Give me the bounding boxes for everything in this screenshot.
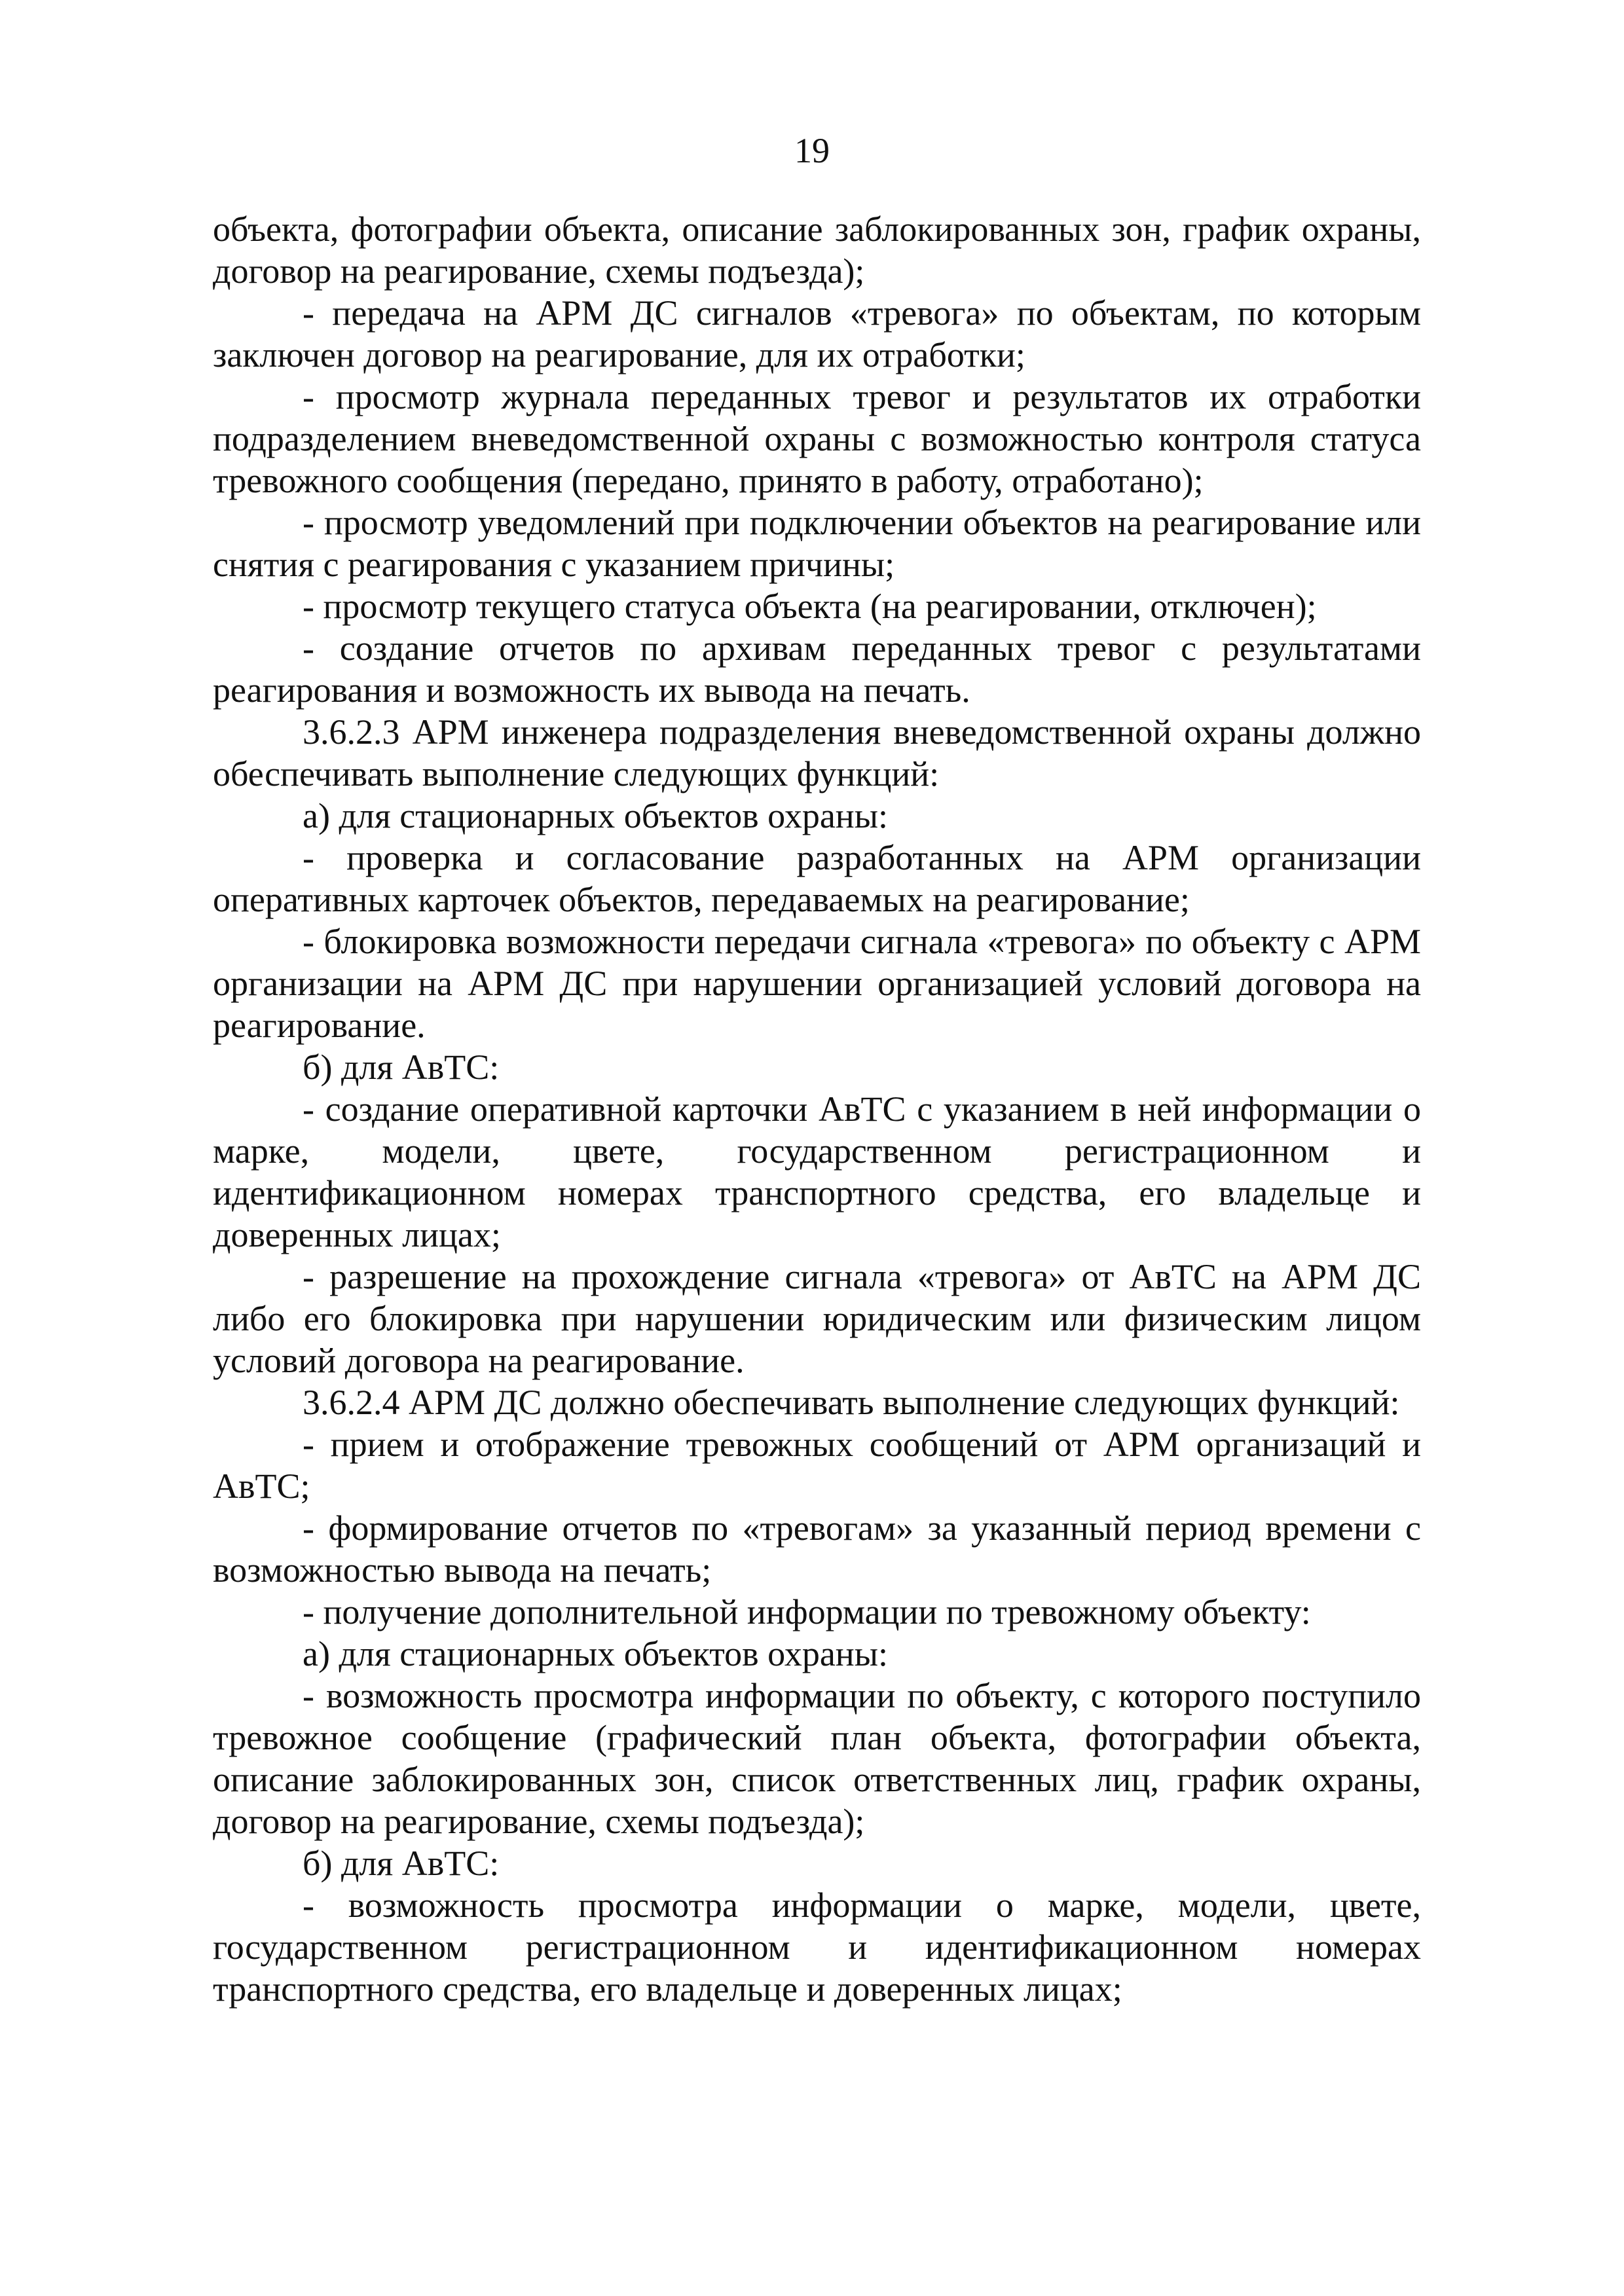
list-item: - передача на АРМ ДС сигналов «тревога» по объектам, по которым заключен договор на реагирование, для их отработки;: [213, 293, 1421, 374]
page-number: 19: [794, 131, 830, 170]
list-item: - проверка и согласование разработанных на АРМ организации оперативных карточек объектов, передаваемых на реагирование;: [213, 838, 1421, 919]
list-item: - создание оперативной карточки АвТС с указанием в ней информации о марке, модели, цвете, государственном регистрационном и идентификационном номерах транспортного средства, его владельце и доверенных лицах;: [213, 1089, 1421, 1254]
subsection-heading: а) для стационарных объектов охраны:: [303, 1634, 888, 1673]
subsection-heading: б) для АвТС:: [303, 1048, 500, 1087]
list-item: - прием и отображение тревожных сообщений от АРМ организаций и АвТС;: [213, 1425, 1421, 1506]
list-item: - возможность просмотра информации по объекту, с которого поступило тревожное сообщение (графический план объекта, фотографии объекта, описание заблокированных зон, список ответственных лиц, график охраны, договор на реагирование, схемы подъезда);: [213, 1676, 1421, 1841]
section-paragraph: 3.6.2.4 АРМ ДС должно обеспечивать выполнение следующих функций:: [303, 1383, 1400, 1422]
list-item: - формирование отчетов по «тревогам» за указанный период времени с возможностью вывода на печать;: [213, 1508, 1421, 1590]
subsection-heading: б) для АвТС:: [303, 1844, 500, 1883]
list-item: - получение дополнительной информации по тревожному объекту:: [303, 1592, 1311, 1631]
list-item: - просмотр журнала переданных тревог и результатов их отработки подразделением вневедомственной охраны с возможностью контроля статуса тревожного сообщения (передано, принято в работу, отработано);: [213, 377, 1421, 500]
list-item: - разрешение на прохождение сигнала «тревога» от АвТС на АРМ ДС либо его блокировка при нарушении юридическим или физическим лицом условий договора на реагирование.: [213, 1257, 1421, 1380]
list-item: - просмотр уведомлений при подключении объектов на реагирование или снятия с реагирования с указанием причины;: [213, 503, 1421, 584]
subsection-heading: а) для стационарных объектов охраны:: [303, 796, 888, 835]
document-body: [213, 208, 1421, 2010]
section-paragraph: 3.6.2.3 АРМ инженера подразделения вневедомственной охраны должно обеспечивать выполнение следующих функций:: [213, 712, 1421, 793]
paragraph: объекта, фотографии объекта, описание заблокированных зон, график охраны, договор на реагирование, схемы подъезда);: [213, 210, 1421, 291]
list-item: - просмотр текущего статуса объекта (на реагировании, отключен);: [303, 587, 1317, 626]
list-item: - возможность просмотра информации о марке, модели, цвете, государственном регистрационном и идентификационном номерах транспортного средства, его владельце и доверенных лицах;: [213, 1886, 1421, 2009]
list-item: - блокировка возможности передачи сигнала «тревога» по объекту с АРМ организации на АРМ ДС при нарушении организацией условий договора на реагирование.: [213, 922, 1421, 1045]
list-item: - создание отчетов по архивам переданных тревог с результатами реагирования и возможность их вывода на печать.: [213, 629, 1421, 710]
